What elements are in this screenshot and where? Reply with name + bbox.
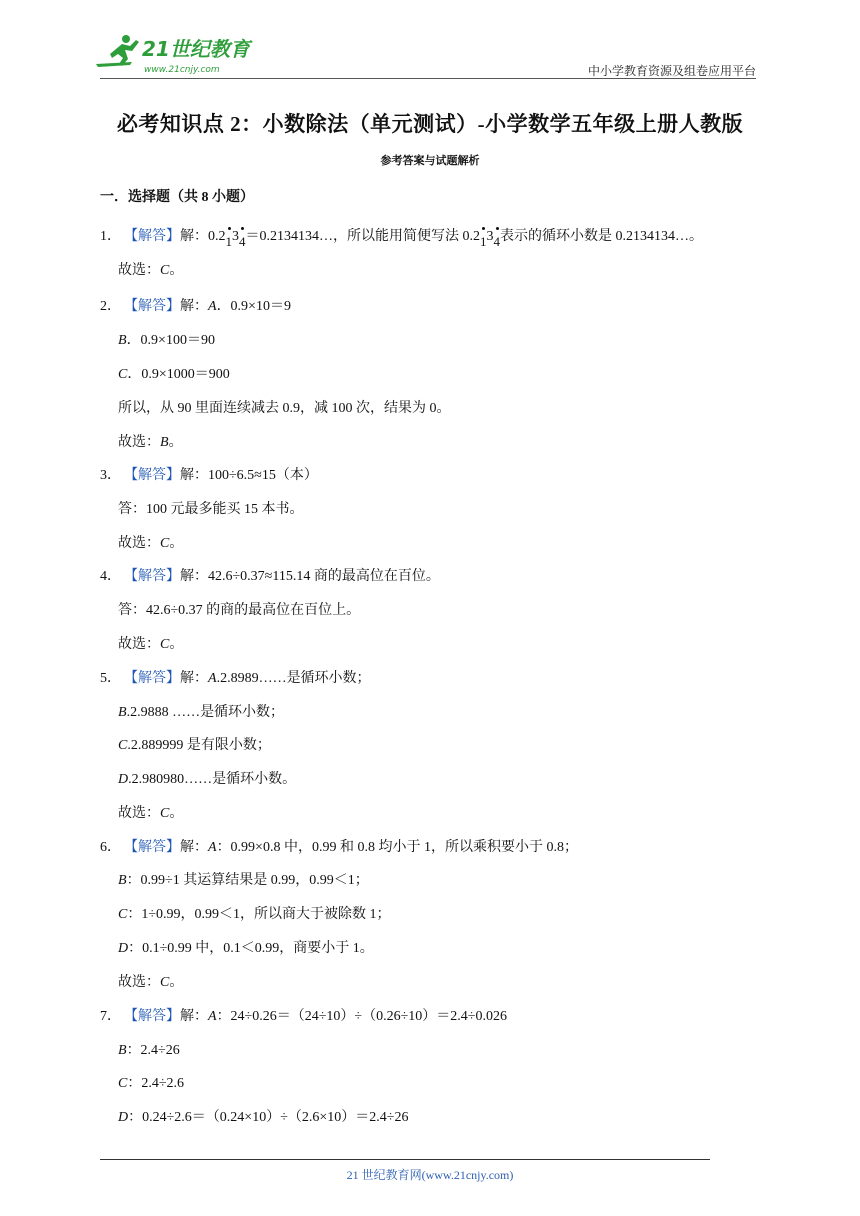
q6-b-text: ：0.99÷1 其运算结果是 0.99，0.99＜1； xyxy=(126,873,369,888)
q4-answer: 答：42.6÷0.37 的商的最高位在百位上。 xyxy=(118,603,361,618)
q1-line xyxy=(100,227,703,249)
q5-b-letter: B xyxy=(118,705,127,720)
choice-prefix: 故选： xyxy=(118,975,160,990)
header-divider xyxy=(100,78,756,79)
q6-d-text: ：0.1÷0.99 中，0.1＜0.99，商要小于 1。 xyxy=(128,941,374,956)
q7-c-letter: C xyxy=(118,1076,128,1091)
choice-answer: B xyxy=(160,435,169,450)
q3-jie: 解： xyxy=(180,468,208,483)
q1-number: 1． xyxy=(100,229,121,244)
q6-tag: 【解答】 xyxy=(124,840,180,855)
q2-number: 2． xyxy=(100,299,121,314)
q5-a-letter: A xyxy=(208,671,217,686)
q4-number: 4． xyxy=(100,569,121,584)
q1-tag: 【解答】 xyxy=(124,229,180,244)
choice-prefix: 故选： xyxy=(118,637,160,652)
q5-d-letter: D xyxy=(118,772,129,787)
q5-number: 5． xyxy=(100,671,121,686)
q4-jie: 解： xyxy=(180,569,208,584)
q7-b-line xyxy=(118,1042,180,1060)
q1-jie: 解： xyxy=(180,229,208,244)
platform-label: 中小学教育资源及组卷应用平台 xyxy=(587,64,756,78)
q7-b-letter: B xyxy=(118,1043,127,1058)
q7-d-line xyxy=(118,1109,408,1127)
q1-digit-4b: 4 xyxy=(493,234,500,249)
q6-a-text: ：0.99×0.8 中，0.99 和 0.8 均小于 1，所以乘积要小于 0.8； xyxy=(216,840,578,855)
q2-tag: 【解答】 xyxy=(124,299,180,314)
choice-prefix: 故选： xyxy=(118,435,160,450)
q2-summary: 所以，从 90 里面连续减去 0.9，减 100 次，结果为 0。 xyxy=(118,401,451,416)
q7-d-text: ：0.24÷2.6＝（0.24×10）÷（2.6×10）＝2.4÷26 xyxy=(128,1110,409,1125)
q5-d-line xyxy=(118,771,296,789)
page-subtitle: 参考答案与试题解析 xyxy=(380,155,480,167)
q7-c-text: ：2.4÷2.6 xyxy=(127,1076,185,1091)
q5-tag: 【解答】 xyxy=(124,671,180,686)
footer-link[interactable]: 21 世纪教育网(www.21cnjy.com) xyxy=(346,1168,514,1182)
logo-graphic xyxy=(92,32,262,78)
q4-line xyxy=(100,568,440,586)
q6-b-line xyxy=(118,872,369,890)
q6-b-letter: B xyxy=(118,873,127,888)
q7-a-letter: A xyxy=(208,1009,217,1024)
section-heading: 一．选择题（共 8 小题） xyxy=(100,190,254,205)
choice-answer: C xyxy=(160,975,170,990)
q3-tag: 【解答】 xyxy=(124,468,180,483)
choice-answer: C xyxy=(160,637,170,652)
q2-jie: 解： xyxy=(180,299,208,314)
q2-c-text: ．0.9×1000＝900 xyxy=(127,367,230,382)
q7-line xyxy=(100,1008,507,1026)
q4-tag: 【解答】 xyxy=(124,569,180,584)
q7-tag: 【解答】 xyxy=(124,1009,180,1024)
q1-digit-1b: 1 xyxy=(480,234,487,249)
logo-url: www.21cnjy.com xyxy=(144,65,220,75)
q1-pre: 0.2 xyxy=(208,229,226,244)
q7-d-letter: D xyxy=(118,1110,129,1125)
q2-c-letter: C xyxy=(118,367,128,382)
choice-suffix: 。 xyxy=(169,975,184,990)
q6-number: 6． xyxy=(100,840,121,855)
q4-choice xyxy=(118,636,183,654)
q5-line xyxy=(100,670,371,688)
q3-text: 100÷6.5≈15（本） xyxy=(208,468,318,483)
q7-a-text: ：24÷0.26＝（24÷10）÷（0.26÷10）＝2.4÷0.026 xyxy=(216,1009,507,1024)
q7-b-text: ：2.4÷26 xyxy=(126,1043,180,1058)
q2-choice xyxy=(118,434,183,452)
q2-a-text: ．0.9×10＝9 xyxy=(216,299,291,314)
q3-line xyxy=(100,467,318,485)
q1-digit-4: 4 xyxy=(239,234,246,249)
choice-answer: C xyxy=(160,263,170,278)
q3-choice xyxy=(118,535,183,553)
footer-divider xyxy=(100,1159,710,1160)
q6-d-line xyxy=(118,940,374,958)
q5-jie: 解： xyxy=(180,671,208,686)
q7-c-line xyxy=(118,1075,184,1093)
q5-c-line xyxy=(118,737,271,755)
q2-line xyxy=(100,298,291,316)
q5-b-text: .2.9888 ……是循环小数； xyxy=(126,705,285,720)
q5-a-text: .2.8989……是循环小数； xyxy=(216,671,371,686)
q6-jie: 解： xyxy=(180,840,208,855)
q6-line xyxy=(100,839,578,857)
choice-answer: C xyxy=(160,536,170,551)
q6-a-letter: A xyxy=(208,840,217,855)
choice-answer: C xyxy=(160,806,170,821)
q1-post: 表示的循环小数是 0.2134134…。 xyxy=(500,229,703,244)
q1-digit-3: 3 xyxy=(232,229,239,244)
choice-suffix: 。 xyxy=(169,806,184,821)
q1-digit-3b: 3 xyxy=(486,229,494,244)
page-title: 必考知识点 2：小数除法（单元测试）-小学数学五年级上册人教版 xyxy=(116,112,744,136)
choice-suffix: 。 xyxy=(168,435,183,450)
q7-number: 7． xyxy=(100,1009,121,1024)
q6-c-letter: C xyxy=(118,907,128,922)
choice-prefix: 故选： xyxy=(118,263,160,278)
choice-suffix: 。 xyxy=(169,263,184,278)
choice-suffix: 。 xyxy=(169,536,184,551)
q1-mid: ＝0.2134134…，所以能用简便写法 0.2 xyxy=(245,229,480,244)
q2-c-line xyxy=(118,366,230,384)
choice-suffix: 。 xyxy=(169,637,184,652)
q2-b-text: ．0.9×100＝90 xyxy=(126,333,215,348)
q4-text: 42.6÷0.37≈115.14 商的最高位在百位。 xyxy=(208,569,440,584)
q5-d-text: .2.980980……是循环小数。 xyxy=(128,772,297,787)
q6-c-line xyxy=(118,906,391,924)
logo xyxy=(92,32,262,78)
q2-b-line xyxy=(118,332,215,350)
q5-choice xyxy=(118,805,183,823)
q3-answer: 答：100 元最多能买 15 本书。 xyxy=(118,502,304,517)
q1-digit-1: 1 xyxy=(225,234,232,249)
q2-b-letter: B xyxy=(118,333,127,348)
logo-text: 21世纪教育 xyxy=(142,37,250,61)
q7-jie: 解： xyxy=(180,1009,208,1024)
choice-prefix: 故选： xyxy=(118,806,160,821)
q6-d-letter: D xyxy=(118,941,129,956)
q3-number: 3． xyxy=(100,468,121,483)
choice-prefix: 故选： xyxy=(118,536,160,551)
q6-c-text: ：1÷0.99，0.99＜1，所以商大于被除数 1； xyxy=(127,907,391,922)
q6-choice xyxy=(118,974,183,992)
q5-c-text: .2.889999 是有限小数； xyxy=(127,738,271,753)
q1-choice xyxy=(118,262,183,280)
q5-c-letter: C xyxy=(118,738,128,753)
q2-a-letter: A xyxy=(208,299,217,314)
q5-b-line xyxy=(118,704,284,722)
